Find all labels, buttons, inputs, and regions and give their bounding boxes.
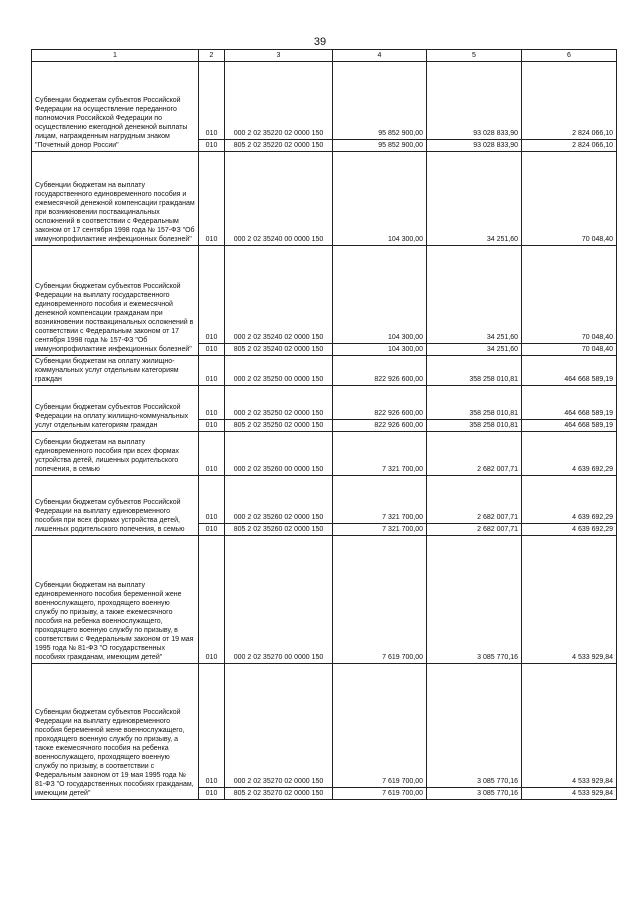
header-cell: 2	[199, 50, 225, 62]
kbk-code-cell: 000 2 02 35240 00 0000 150	[225, 152, 333, 246]
executed-amount-cell: 3 085 770,16	[427, 664, 522, 788]
executed-amount-cell: 34 251,60	[427, 344, 522, 356]
kbk-code-cell: 000 2 02 35260 02 0000 150	[225, 476, 333, 524]
table-row	[32, 62, 617, 140]
unexecuted-amount-cell: 464 668 589,19	[522, 420, 617, 432]
table-row	[32, 356, 617, 386]
kbk-code-cell: 000 2 02 35270 00 0000 150	[225, 536, 333, 664]
kbk-code-cell: 805 2 02 35270 02 0000 150	[225, 788, 333, 800]
approved-amount-cell: 95 852 900,00	[333, 62, 427, 140]
executed-amount-cell: 2 682 007,71	[427, 432, 522, 476]
kbk-code-cell: 000 2 02 35270 02 0000 150	[225, 664, 333, 788]
approved-amount-cell: 95 852 900,00	[333, 140, 427, 152]
approved-amount-cell: 7 619 700,00	[333, 536, 427, 664]
table-row	[32, 152, 617, 246]
kbk-code-cell: 000 2 02 35250 02 0000 150	[225, 386, 333, 420]
row-name-cell: Субвенции бюджетам на оплату жилищно-коммунальных услуг отдельным категориям граждан	[32, 356, 199, 386]
kbk-code-cell: 000 2 02 35240 02 0000 150	[225, 246, 333, 344]
row-name-cell: Субвенции бюджетам на выплату государственного единовременного пособия и ежемесячной денежной компенсации гражданам при возникновении поствакцинальных осложнений в соответствии с Федеральным законом от 17 сентября 1998 года № 157-ФЗ "Об иммунопрофилактике инфекционных болезней"	[32, 152, 199, 246]
page-number: 39	[313, 36, 327, 48]
row-name-cell: Субвенции бюджетам субъектов Российской Федерации на выплату государственного единовременного пособия и ежемесячной денежной компенсации гражданам при возникновении поствакцинальных осложнений в соответствии с Федеральным законом от 17 сентября 1998 года № 157-ФЗ "Об иммунопрофилактике инфекционных болезней"	[32, 246, 199, 356]
unexecuted-amount-cell: 70 048,40	[522, 246, 617, 344]
unexecuted-amount-cell: 4 639 692,29	[522, 524, 617, 536]
header-cell: 3	[225, 50, 333, 62]
unexecuted-amount-cell: 464 668 589,19	[522, 386, 617, 420]
executed-amount-cell: 34 251,60	[427, 246, 522, 344]
header-cell: 1	[32, 50, 199, 62]
kbk-code-cell: 805 2 02 35220 02 0000 150	[225, 140, 333, 152]
row-name-cell: Субвенции бюджетам на выплату единовременного пособия при всех формах устройства детей, лишенных родительского попечения, в семью	[32, 432, 199, 476]
line-code-cell: 010	[199, 420, 225, 432]
approved-amount-cell: 104 300,00	[333, 152, 427, 246]
row-name-cell: Субвенции бюджетам субъектов Российской Федерации на оплату жилищно-коммунальных услуг отдельным категориям граждан	[32, 386, 199, 432]
executed-amount-cell: 93 028 833,90	[427, 62, 522, 140]
unexecuted-amount-cell: 4 533 929,84	[522, 788, 617, 800]
unexecuted-amount-cell: 70 048,40	[522, 344, 617, 356]
approved-amount-cell: 7 321 700,00	[333, 476, 427, 524]
header-cell: 5	[427, 50, 522, 62]
executed-amount-cell: 34 251,60	[427, 152, 522, 246]
approved-amount-cell: 822 926 600,00	[333, 356, 427, 386]
report-table	[31, 49, 617, 800]
unexecuted-amount-cell: 2 824 066,10	[522, 140, 617, 152]
unexecuted-amount-cell: 4 639 692,29	[522, 476, 617, 524]
kbk-code-cell: 000 2 02 35250 00 0000 150	[225, 356, 333, 386]
line-code-cell: 010	[199, 356, 225, 386]
executed-amount-cell: 358 258 010,81	[427, 420, 522, 432]
executed-amount-cell: 3 085 770,16	[427, 788, 522, 800]
line-code-cell: 010	[199, 140, 225, 152]
unexecuted-amount-cell: 4 533 929,84	[522, 536, 617, 664]
approved-amount-cell: 7 321 700,00	[333, 524, 427, 536]
unexecuted-amount-cell: 4 533 929,84	[522, 664, 617, 788]
line-code-cell: 010	[199, 152, 225, 246]
line-code-cell: 010	[199, 246, 225, 344]
unexecuted-amount-cell: 2 824 066,10	[522, 62, 617, 140]
header-cell: 4	[333, 50, 427, 62]
line-code-cell: 010	[199, 476, 225, 524]
kbk-code-cell: 805 2 02 35250 02 0000 150	[225, 420, 333, 432]
approved-amount-cell: 822 926 600,00	[333, 386, 427, 420]
line-code-cell: 010	[199, 524, 225, 536]
row-name-cell: Субвенции бюджетам субъектов Российской Федерации на выплату единовременного пособия при всех формах устройства детей, лишенных родительского попечения, в семью	[32, 476, 199, 536]
table-row	[32, 476, 617, 524]
row-name-cell: Субвенции бюджетам субъектов Российской Федерации на осуществление переданного полномочия Российской Федерации по осуществлению ежегодной денежной выплаты лицам, награжденным нагрудным знаком "Почетный донор России"	[32, 62, 199, 152]
table-row	[32, 664, 617, 788]
unexecuted-amount-cell: 464 668 589,19	[522, 356, 617, 386]
table-row	[32, 386, 617, 420]
approved-amount-cell: 7 321 700,00	[333, 432, 427, 476]
executed-amount-cell: 2 682 007,71	[427, 476, 522, 524]
executed-amount-cell: 2 682 007,71	[427, 524, 522, 536]
line-code-cell: 010	[199, 788, 225, 800]
approved-amount-cell: 822 926 600,00	[333, 420, 427, 432]
row-name-cell: Субвенции бюджетам субъектов Российской Федерации на выплату единовременного пособия беременной жене военнослужащего, проходящего военную службу по призыву, а также ежемесячного пособия на ребенка военнослужащего, проходящего военную службу по призыву, в соответствии с Федеральным законом от 19 мая 1995 года № 81-ФЗ "О государственных пособиях гражданам, имеющим детей"	[32, 664, 199, 800]
line-code-cell: 010	[199, 536, 225, 664]
line-code-cell: 010	[199, 386, 225, 420]
header-cell: 6	[522, 50, 617, 62]
executed-amount-cell: 3 085 770,16	[427, 536, 522, 664]
approved-amount-cell: 104 300,00	[333, 246, 427, 344]
kbk-code-cell: 805 2 02 35240 02 0000 150	[225, 344, 333, 356]
approved-amount-cell: 104 300,00	[333, 344, 427, 356]
approved-amount-cell: 7 619 700,00	[333, 664, 427, 788]
executed-amount-cell: 93 028 833,90	[427, 140, 522, 152]
table-row	[32, 536, 617, 664]
executed-amount-cell: 358 258 010,81	[427, 356, 522, 386]
unexecuted-amount-cell: 70 048,40	[522, 152, 617, 246]
line-code-cell: 010	[199, 432, 225, 476]
executed-amount-cell: 358 258 010,81	[427, 386, 522, 420]
table-row	[32, 432, 617, 476]
header-row	[32, 50, 617, 62]
kbk-code-cell: 000 2 02 35260 00 0000 150	[225, 432, 333, 476]
table-row	[32, 246, 617, 344]
line-code-cell: 010	[199, 344, 225, 356]
line-code-cell: 010	[199, 62, 225, 140]
kbk-code-cell: 000 2 02 35220 02 0000 150	[225, 62, 333, 140]
approved-amount-cell: 7 619 700,00	[333, 788, 427, 800]
unexecuted-amount-cell: 4 639 692,29	[522, 432, 617, 476]
line-code-cell: 010	[199, 664, 225, 788]
kbk-code-cell: 805 2 02 35260 02 0000 150	[225, 524, 333, 536]
row-name-cell: Субвенции бюджетам на выплату единовременного пособия беременной жене военнослужащего, проходящего военную службу по призыву, а также ежемесячного пособия на ребенка военнослужащего, проходящего военную службу по призыву, в соответствии с Федеральным законом от 19 мая 1995 года № 81-ФЗ "О государственных пособиях гражданам, имеющим детей"	[32, 536, 199, 664]
